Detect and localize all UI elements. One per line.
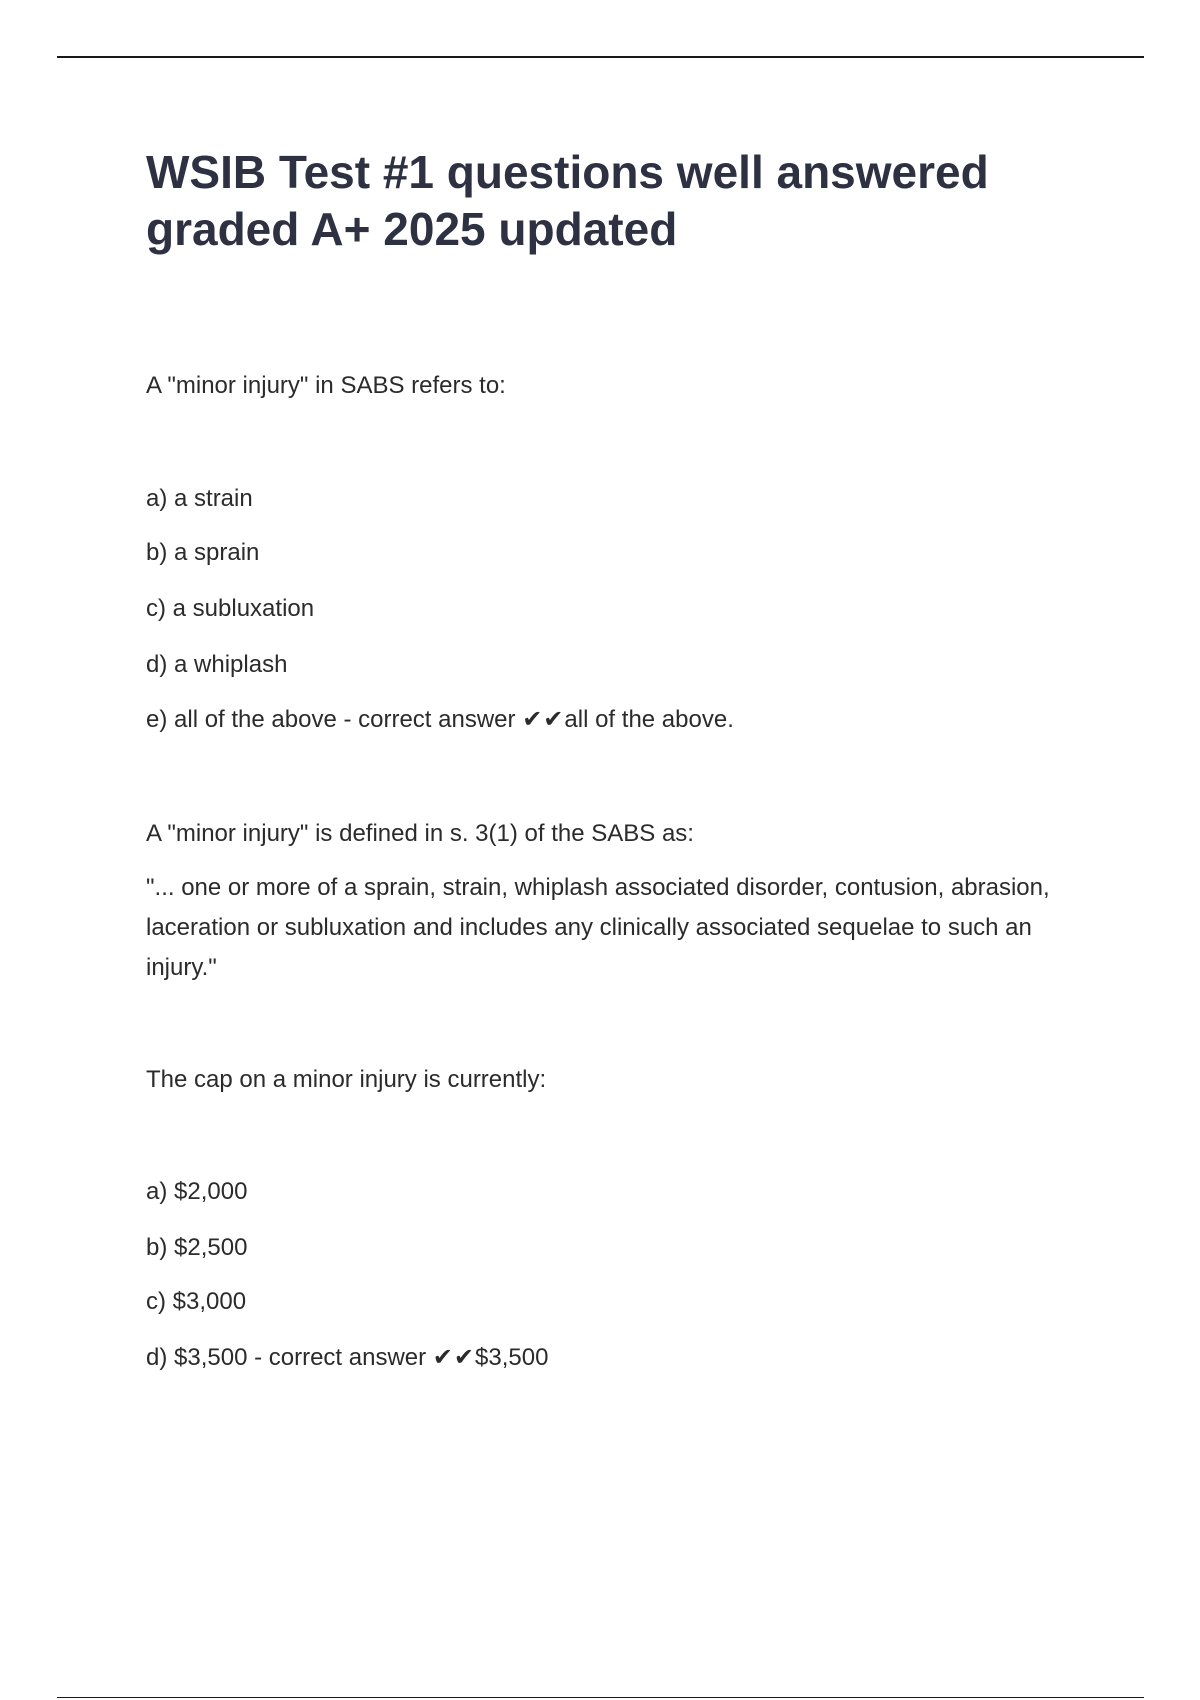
q1-answer: all of the above. [564,706,734,733]
q1-option-b: b) a sprain [146,539,260,566]
q2-option-c: c) $3,000 [146,1288,247,1315]
top-rule [57,56,1144,58]
explanation-intro: A "minor injury" is defined in s. 3(1) of the SABS as: [146,820,694,847]
q1-option-d: d) a whiplash [146,651,288,678]
document-title: WSIB Test #1 questions well answered graded A+ 2025 updated [146,146,989,255]
question-2-text: The cap on a minor injury is currently: [146,1066,547,1093]
q2-option-a: a) $2,000 [146,1178,248,1205]
explanation-quote: "... one or more of a sprain, strain, whiplash associated disorder, contusion, abrasion, laceration or subluxation and includes any clinically associated sequelae to such an injury." [146,874,1050,981]
question-1-text: A "minor injury" in SABS refers to: [146,372,506,399]
q1-option-c: c) a subluxation [146,595,315,622]
q2-option-d-answer [146,1344,548,1372]
q1-option-e-answer [146,706,734,734]
q1-option-a: a) a strain [146,485,253,512]
q2-option-d-label: d) $3,500 - correct answer [146,1344,427,1371]
bottom-rule [57,1697,1144,1698]
check-mark-icon: ✔✔ [522,706,565,733]
q1-option-e-label: e) all of the above - correct answer [146,706,516,733]
check-mark-icon: ✔✔ [432,1344,476,1371]
q2-answer: $3,500 [475,1344,549,1371]
q2-option-b: b) $2,500 [146,1234,248,1261]
